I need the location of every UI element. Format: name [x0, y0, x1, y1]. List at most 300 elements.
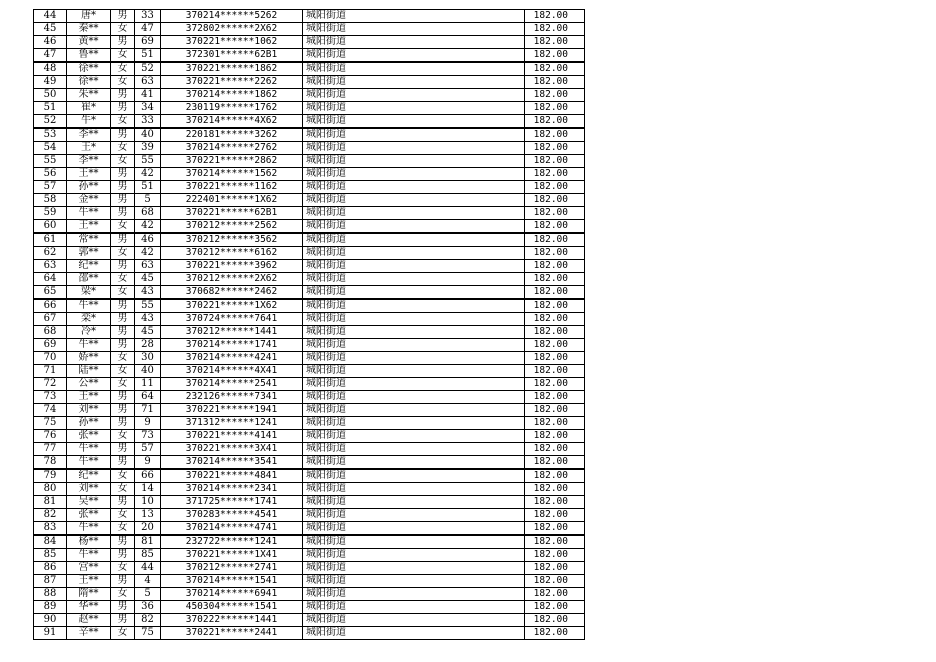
row-number: 46	[34, 36, 67, 49]
person-sex: 男	[111, 404, 135, 417]
person-sex: 男	[111, 417, 135, 430]
person-sex: 女	[111, 378, 135, 391]
person-age: 13	[135, 509, 161, 522]
person-name: 张**	[67, 509, 111, 522]
person-name: 徐**	[67, 62, 111, 76]
table-row	[34, 247, 585, 260]
person-age: 4	[135, 575, 161, 588]
id-number: 370221******1941	[161, 404, 303, 417]
person-name: 牛**	[67, 207, 111, 220]
id-number: 372802******2X62	[161, 23, 303, 36]
amount: 182.00	[525, 142, 585, 155]
person-age: 34	[135, 102, 161, 115]
person-sex: 男	[111, 168, 135, 181]
table-row	[34, 575, 585, 588]
person-sex: 女	[111, 352, 135, 365]
id-number: 370221******2262	[161, 76, 303, 89]
person-sex: 男	[111, 575, 135, 588]
person-sex: 男	[111, 299, 135, 313]
person-name: 吴**	[67, 496, 111, 509]
person-age: 75	[135, 627, 161, 640]
amount: 182.00	[525, 23, 585, 36]
row-number: 84	[34, 535, 67, 549]
id-number: 370221******1162	[161, 181, 303, 194]
amount: 182.00	[525, 404, 585, 417]
row-number: 86	[34, 562, 67, 575]
id-number: 370221******4141	[161, 430, 303, 443]
person-sex: 男	[111, 102, 135, 115]
person-sex: 男	[111, 194, 135, 207]
table-row	[34, 562, 585, 575]
amount: 182.00	[525, 313, 585, 326]
id-number: 371725******1741	[161, 496, 303, 509]
person-name: 牛**	[67, 339, 111, 352]
person-sex: 男	[111, 601, 135, 614]
row-number: 47	[34, 49, 67, 63]
id-number: 370221******62B1	[161, 207, 303, 220]
table-row	[34, 260, 585, 273]
row-number: 80	[34, 483, 67, 496]
person-age: 46	[135, 233, 161, 247]
address: 城阳街道	[303, 417, 525, 430]
row-number: 78	[34, 456, 67, 470]
address: 城阳街道	[303, 535, 525, 549]
table-row	[34, 207, 585, 220]
person-age: 52	[135, 62, 161, 76]
address: 城阳街道	[303, 181, 525, 194]
row-number: 77	[34, 443, 67, 456]
id-number: 370214******1741	[161, 339, 303, 352]
person-name: 金**	[67, 194, 111, 207]
person-age: 30	[135, 352, 161, 365]
table-row	[34, 155, 585, 168]
person-sex: 男	[111, 36, 135, 49]
table-row	[34, 313, 585, 326]
table-row	[34, 233, 585, 247]
address: 城阳街道	[303, 588, 525, 601]
person-name: 李**	[67, 128, 111, 142]
id-number: 370214******2762	[161, 142, 303, 155]
address: 城阳街道	[303, 443, 525, 456]
id-number: 370212******1441	[161, 326, 303, 339]
id-number: 370214******2541	[161, 378, 303, 391]
person-age: 5	[135, 588, 161, 601]
id-number: 370221******3X41	[161, 443, 303, 456]
person-sex: 女	[111, 220, 135, 234]
address: 城阳街道	[303, 469, 525, 483]
person-age: 9	[135, 456, 161, 470]
id-number: 370214******5262	[161, 10, 303, 23]
amount: 182.00	[525, 378, 585, 391]
amount: 182.00	[525, 194, 585, 207]
person-age: 41	[135, 89, 161, 102]
table-row	[34, 456, 585, 470]
id-number: 220181******3262	[161, 128, 303, 142]
table-row	[34, 469, 585, 483]
person-name: 张**	[67, 430, 111, 443]
person-sex: 女	[111, 142, 135, 155]
person-age: 45	[135, 326, 161, 339]
person-name: 牛**	[67, 299, 111, 313]
person-name: 牛**	[67, 522, 111, 536]
person-sex: 女	[111, 469, 135, 483]
row-number: 73	[34, 391, 67, 404]
person-sex: 女	[111, 49, 135, 63]
id-number: 370222******1441	[161, 614, 303, 627]
person-age: 71	[135, 404, 161, 417]
row-number: 49	[34, 76, 67, 89]
person-sex: 男	[111, 535, 135, 549]
row-number: 70	[34, 352, 67, 365]
table-row	[34, 220, 585, 234]
person-name: 牛**	[67, 443, 111, 456]
person-name: 华**	[67, 601, 111, 614]
address: 城阳街道	[303, 326, 525, 339]
amount: 182.00	[525, 443, 585, 456]
table-row	[34, 404, 585, 417]
person-age: 66	[135, 469, 161, 483]
row-number: 51	[34, 102, 67, 115]
person-name: 纪**	[67, 469, 111, 483]
address: 城阳街道	[303, 207, 525, 220]
person-name: 郭**	[67, 247, 111, 260]
id-number: 370221******1X62	[161, 299, 303, 313]
address: 城阳街道	[303, 286, 525, 300]
table-row	[34, 299, 585, 313]
person-age: 42	[135, 220, 161, 234]
row-number: 55	[34, 155, 67, 168]
address: 城阳街道	[303, 168, 525, 181]
amount: 182.00	[525, 417, 585, 430]
person-name: 刘**	[67, 404, 111, 417]
address: 城阳街道	[303, 155, 525, 168]
table-row	[34, 128, 585, 142]
person-name: 纪**	[67, 260, 111, 273]
id-number: 370221******1X41	[161, 549, 303, 562]
row-number: 56	[34, 168, 67, 181]
table-row	[34, 417, 585, 430]
amount: 182.00	[525, 456, 585, 470]
amount: 182.00	[525, 601, 585, 614]
person-sex: 男	[111, 456, 135, 470]
id-number: 370214******4241	[161, 352, 303, 365]
person-age: 40	[135, 128, 161, 142]
person-sex: 女	[111, 522, 135, 536]
person-sex: 男	[111, 207, 135, 220]
row-number: 63	[34, 260, 67, 273]
address: 城阳街道	[303, 365, 525, 378]
person-age: 51	[135, 49, 161, 63]
row-number: 85	[34, 549, 67, 562]
amount: 182.00	[525, 365, 585, 378]
person-name: 宫**	[67, 562, 111, 575]
row-number: 76	[34, 430, 67, 443]
address: 城阳街道	[303, 496, 525, 509]
person-age: 69	[135, 36, 161, 49]
amount: 182.00	[525, 549, 585, 562]
row-number: 57	[34, 181, 67, 194]
person-age: 68	[135, 207, 161, 220]
person-sex: 女	[111, 430, 135, 443]
person-sex: 女	[111, 247, 135, 260]
address: 城阳街道	[303, 273, 525, 286]
person-sex: 女	[111, 509, 135, 522]
amount: 182.00	[525, 352, 585, 365]
amount: 182.00	[525, 562, 585, 575]
address: 城阳街道	[303, 391, 525, 404]
person-name: 隋**	[67, 588, 111, 601]
table-row	[34, 36, 585, 49]
person-sex: 男	[111, 326, 135, 339]
table-row	[34, 62, 585, 76]
row-number: 79	[34, 469, 67, 483]
id-number: 371312******1241	[161, 417, 303, 430]
person-age: 14	[135, 483, 161, 496]
table-row	[34, 23, 585, 36]
person-age: 33	[135, 115, 161, 129]
person-name: 牛**	[67, 456, 111, 470]
person-name: 杨**	[67, 535, 111, 549]
table-row	[34, 365, 585, 378]
person-age: 9	[135, 417, 161, 430]
person-name: 栾*	[67, 313, 111, 326]
person-sex: 男	[111, 128, 135, 142]
person-sex: 女	[111, 62, 135, 76]
person-sex: 女	[111, 286, 135, 300]
address: 城阳街道	[303, 10, 525, 23]
person-age: 55	[135, 299, 161, 313]
row-number: 48	[34, 62, 67, 76]
address: 城阳街道	[303, 522, 525, 536]
address: 城阳街道	[303, 509, 525, 522]
amount: 182.00	[525, 391, 585, 404]
table-row	[34, 142, 585, 155]
address: 城阳街道	[303, 49, 525, 63]
table-row	[34, 601, 585, 614]
id-number: 370221******2441	[161, 627, 303, 640]
id-number: 222401******1X62	[161, 194, 303, 207]
table-row	[34, 194, 585, 207]
person-name: 孙**	[67, 181, 111, 194]
address: 城阳街道	[303, 339, 525, 352]
person-sex: 女	[111, 483, 135, 496]
person-age: 47	[135, 23, 161, 36]
amount: 182.00	[525, 286, 585, 300]
table-row	[34, 509, 585, 522]
id-number: 370221******4841	[161, 469, 303, 483]
id-number: 370212******2562	[161, 220, 303, 234]
amount: 182.00	[525, 207, 585, 220]
person-age: 33	[135, 10, 161, 23]
id-number: 230119******1762	[161, 102, 303, 115]
table-row	[34, 588, 585, 601]
person-name: 黄**	[67, 36, 111, 49]
person-name: 朱**	[67, 89, 111, 102]
row-number: 69	[34, 339, 67, 352]
id-number: 232126******7341	[161, 391, 303, 404]
table-row	[34, 10, 585, 23]
row-number: 44	[34, 10, 67, 23]
row-number: 83	[34, 522, 67, 536]
person-name: 王**	[67, 391, 111, 404]
row-number: 81	[34, 496, 67, 509]
row-number: 66	[34, 299, 67, 313]
amount: 182.00	[525, 299, 585, 313]
person-name: 娇**	[67, 352, 111, 365]
address: 城阳街道	[303, 115, 525, 129]
address: 城阳街道	[303, 102, 525, 115]
person-sex: 男	[111, 233, 135, 247]
person-age: 85	[135, 549, 161, 562]
id-number: 370214******1541	[161, 575, 303, 588]
table-row	[34, 443, 585, 456]
id-number: 370682******2462	[161, 286, 303, 300]
row-number: 67	[34, 313, 67, 326]
row-number: 50	[34, 89, 67, 102]
person-age: 55	[135, 155, 161, 168]
amount: 182.00	[525, 62, 585, 76]
person-name: 王*	[67, 142, 111, 155]
person-sex: 女	[111, 76, 135, 89]
person-name: 李**	[67, 155, 111, 168]
row-number: 54	[34, 142, 67, 155]
person-age: 5	[135, 194, 161, 207]
person-age: 45	[135, 273, 161, 286]
id-number: 370214******4741	[161, 522, 303, 536]
id-number: 370212******2741	[161, 562, 303, 575]
person-name: 秦**	[67, 23, 111, 36]
person-age: 81	[135, 535, 161, 549]
id-number: 370214******1862	[161, 89, 303, 102]
person-age: 43	[135, 286, 161, 300]
amount: 182.00	[525, 49, 585, 63]
person-sex: 女	[111, 23, 135, 36]
person-sex: 男	[111, 614, 135, 627]
table-row	[34, 286, 585, 300]
person-name: 崔*	[67, 102, 111, 115]
address: 城阳街道	[303, 627, 525, 640]
person-age: 40	[135, 365, 161, 378]
address: 城阳街道	[303, 76, 525, 89]
address: 城阳街道	[303, 233, 525, 247]
row-number: 60	[34, 220, 67, 234]
table-row	[34, 115, 585, 129]
row-number: 52	[34, 115, 67, 129]
person-sex: 男	[111, 339, 135, 352]
person-age: 63	[135, 76, 161, 89]
row-number: 88	[34, 588, 67, 601]
address: 城阳街道	[303, 562, 525, 575]
amount: 182.00	[525, 469, 585, 483]
id-number: 370214******3541	[161, 456, 303, 470]
amount: 182.00	[525, 155, 585, 168]
person-name: 徐**	[67, 76, 111, 89]
person-age: 39	[135, 142, 161, 155]
id-number: 372301******62B1	[161, 49, 303, 63]
address: 城阳街道	[303, 404, 525, 417]
person-name: 牛*	[67, 115, 111, 129]
table-row	[34, 496, 585, 509]
person-sex: 男	[111, 443, 135, 456]
person-name: 邵**	[67, 273, 111, 286]
table-row	[34, 614, 585, 627]
amount: 182.00	[525, 181, 585, 194]
row-number: 68	[34, 326, 67, 339]
amount: 182.00	[525, 588, 585, 601]
address: 城阳街道	[303, 194, 525, 207]
id-number: 370214******4X62	[161, 115, 303, 129]
table-row	[34, 535, 585, 549]
id-number: 370283******4541	[161, 509, 303, 522]
person-name: 公**	[67, 378, 111, 391]
id-number: 370214******6941	[161, 588, 303, 601]
amount: 182.00	[525, 430, 585, 443]
id-number: 370214******1562	[161, 168, 303, 181]
row-number: 75	[34, 417, 67, 430]
table-row	[34, 430, 585, 443]
person-age: 64	[135, 391, 161, 404]
row-number: 71	[34, 365, 67, 378]
person-name: 孙**	[67, 417, 111, 430]
table-row	[34, 181, 585, 194]
person-sex: 男	[111, 181, 135, 194]
person-name: 鲁**	[67, 49, 111, 63]
table-row	[34, 352, 585, 365]
person-name: 王**	[67, 168, 111, 181]
row-number: 91	[34, 627, 67, 640]
address: 城阳街道	[303, 313, 525, 326]
person-name: 陆**	[67, 365, 111, 378]
amount: 182.00	[525, 509, 585, 522]
id-number: 370214******2341	[161, 483, 303, 496]
id-number: 370221******3962	[161, 260, 303, 273]
person-name: 常**	[67, 233, 111, 247]
person-age: 82	[135, 614, 161, 627]
person-sex: 男	[111, 549, 135, 562]
amount: 182.00	[525, 76, 585, 89]
row-number: 74	[34, 404, 67, 417]
address: 城阳街道	[303, 456, 525, 470]
person-sex: 男	[111, 260, 135, 273]
table-row	[34, 168, 585, 181]
person-age: 42	[135, 247, 161, 260]
person-name: 唐*	[67, 10, 111, 23]
row-number: 59	[34, 207, 67, 220]
table-row	[34, 273, 585, 286]
id-number: 370724******7641	[161, 313, 303, 326]
id-number: 232722******1241	[161, 535, 303, 549]
amount: 182.00	[525, 89, 585, 102]
person-age: 20	[135, 522, 161, 536]
person-sex: 男	[111, 391, 135, 404]
amount: 182.00	[525, 233, 585, 247]
person-age: 63	[135, 260, 161, 273]
amount: 182.00	[525, 326, 585, 339]
table-row	[34, 378, 585, 391]
person-age: 10	[135, 496, 161, 509]
amount: 182.00	[525, 273, 585, 286]
person-age: 28	[135, 339, 161, 352]
address: 城阳街道	[303, 62, 525, 76]
person-age: 11	[135, 378, 161, 391]
person-name: 王**	[67, 575, 111, 588]
table-row	[34, 89, 585, 102]
amount: 182.00	[525, 339, 585, 352]
address: 城阳街道	[303, 575, 525, 588]
address: 城阳街道	[303, 299, 525, 313]
amount: 182.00	[525, 168, 585, 181]
person-sex: 女	[111, 627, 135, 640]
